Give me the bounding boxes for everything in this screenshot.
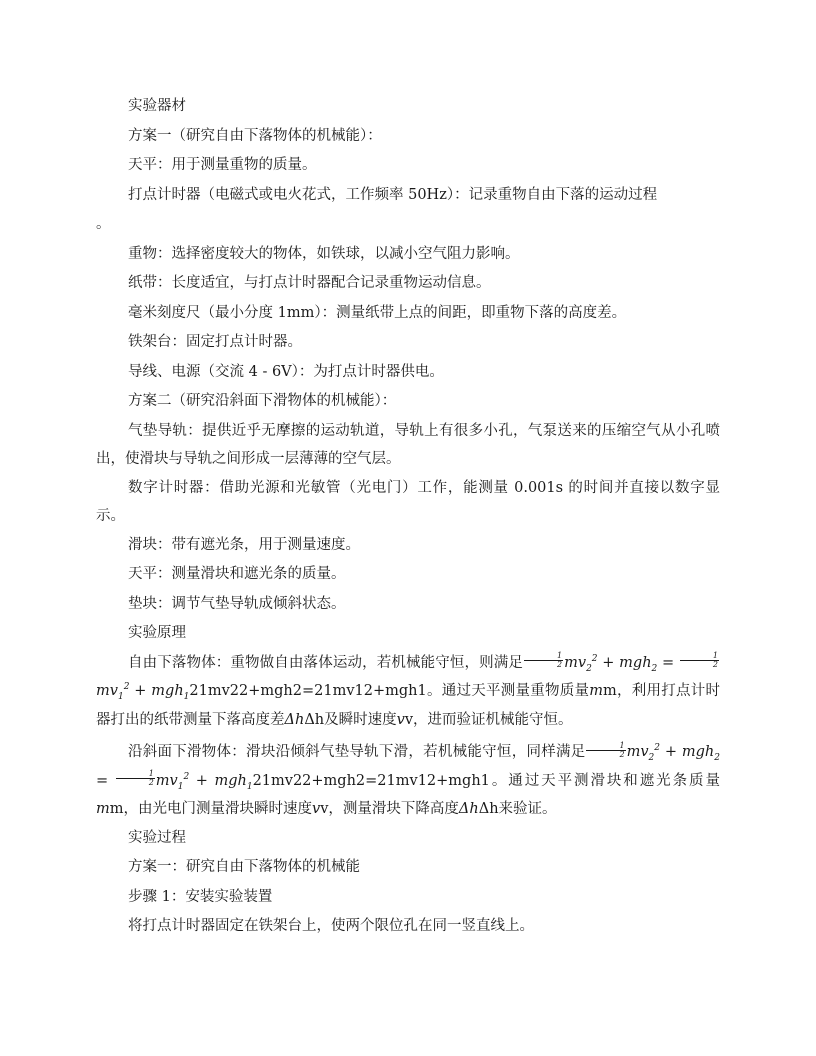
process-plan1: 方案一：研究自由下落物体的机械能 bbox=[128, 859, 360, 875]
principle-free-fall: 自由下落物体：重物做自由落体运动，若机械能守恒，则满足 $\frac{1}{2}$ $mv_2^2 + mgh_2$ = $\frac{1}{2}$ $mv_1^2 + mgh_121mv22+mgh2=21mv12+mgh1$。通过天平测量重物质量mm，利用打点计时器打出的纸带测量下落高度差ΔhΔh及瞬时速度vv，进而验证机械能守恒。 bbox=[96, 651, 721, 728]
plan1-timer: 打点计时器（电磁式或电火花式，工作频率 50Hz）：记录重物自由下落的运动过程 bbox=[128, 186, 658, 203]
plan1-balance: 天平：用于测量重物的质量。 bbox=[128, 157, 317, 173]
principle-incline: 沿斜面下滑物体：滑块沿倾斜气垫导轨下滑，若机械能守恒，同样满足 $\frac{1}{2}$ $mv_2^2 + mgh_2$ = $\frac{1}{2}$ $mv_1^2 + mgh_121mv22+mgh2=21mv12+mgh1$。通过天平测滑块和遮光条质量mm，由光电门测量滑块瞬时速度vv，测量滑块下降高度ΔhΔh来验证。 bbox=[96, 740, 720, 817]
plan1-stand: 铁架台：固定打点计时器。 bbox=[128, 334, 302, 350]
plan2-slider: 滑块：带有遮光条，用于测量速度。 bbox=[128, 536, 360, 553]
energy-equation-2-plain: 21mv22+mgh2=21mv12+mgh1 bbox=[252, 772, 490, 789]
heading-process: 实验过程 bbox=[128, 829, 186, 846]
principle2-lead: 沿斜面下滑物体：滑块沿倾斜气垫导轨下滑，若机械能守恒，同样满足 bbox=[128, 744, 586, 760]
energy-equation-1: $\frac{1}{2}$ $mv_2^2 + mgh_2$ = $\frac{1}{2}$ $mv_1^2 + mgh_1$ bbox=[96, 651, 718, 702]
plan2-balance: 天平：测量滑块和遮光条的质量。 bbox=[128, 566, 346, 582]
principle1-lead: 自由下落物体：重物做自由落体运动，若机械能守恒，则满足 bbox=[128, 654, 524, 671]
energy-equation-1-plain: 21mv22+mgh2=21mv12+mgh1 bbox=[189, 683, 427, 699]
process-step1: 步骤 1：安装实验装置 bbox=[128, 888, 273, 905]
plan1-weight: 重物：选择密度较大的物体，如铁球，以减小空气阻力影响。 bbox=[128, 245, 520, 262]
plan1-title: 方案一（研究自由下落物体的机械能）： bbox=[128, 127, 382, 144]
plan1-ruler: 毫米刻度尺（最小分度 1mm）：测量纸带上点的间距，即重物下落的高度差。 bbox=[128, 304, 627, 321]
plan1-timer-cont: 。 bbox=[96, 216, 111, 232]
plan2-digital-timer: 数字计时器：借助光源和光敏管（光电门）工作，能测量 0.001s 的时间并直接以数字显示。 bbox=[96, 479, 720, 524]
plan1-tape: 纸带：长度适宜，与打点计时器配合记录重物运动信息。 bbox=[128, 275, 491, 291]
plan1-power: 导线、电源（交流 4 - 6V）：为打点计时器供电。 bbox=[128, 363, 444, 380]
plan2-title: 方案二（研究沿斜面下滑物体的机械能）： bbox=[128, 393, 397, 409]
plan2-block: 垫块：调节气垫导轨成倾斜状态。 bbox=[128, 595, 346, 612]
heading-principle: 实验原理 bbox=[128, 625, 186, 641]
document-page bbox=[96, 92, 720, 942]
plan2-track: 气垫导轨：提供近乎无摩擦的运动轨道，导轨上有很多小孔，气泵送来的压缩空气从小孔喷出，使滑块与导轨之间形成一层薄薄的空气层。 bbox=[96, 422, 720, 467]
heading-equipment: 实验器材 bbox=[128, 98, 186, 114]
energy-equation-2: $\frac{1}{2}$ $mv_2^2 + mgh_2$ = $\frac{1}{2}$ $mv_1^2 + mgh_1$ bbox=[96, 740, 720, 792]
process-step1-text: 将打点计时器固定在铁架台上，使两个限位孔在同一竖直线上。 bbox=[128, 918, 534, 934]
